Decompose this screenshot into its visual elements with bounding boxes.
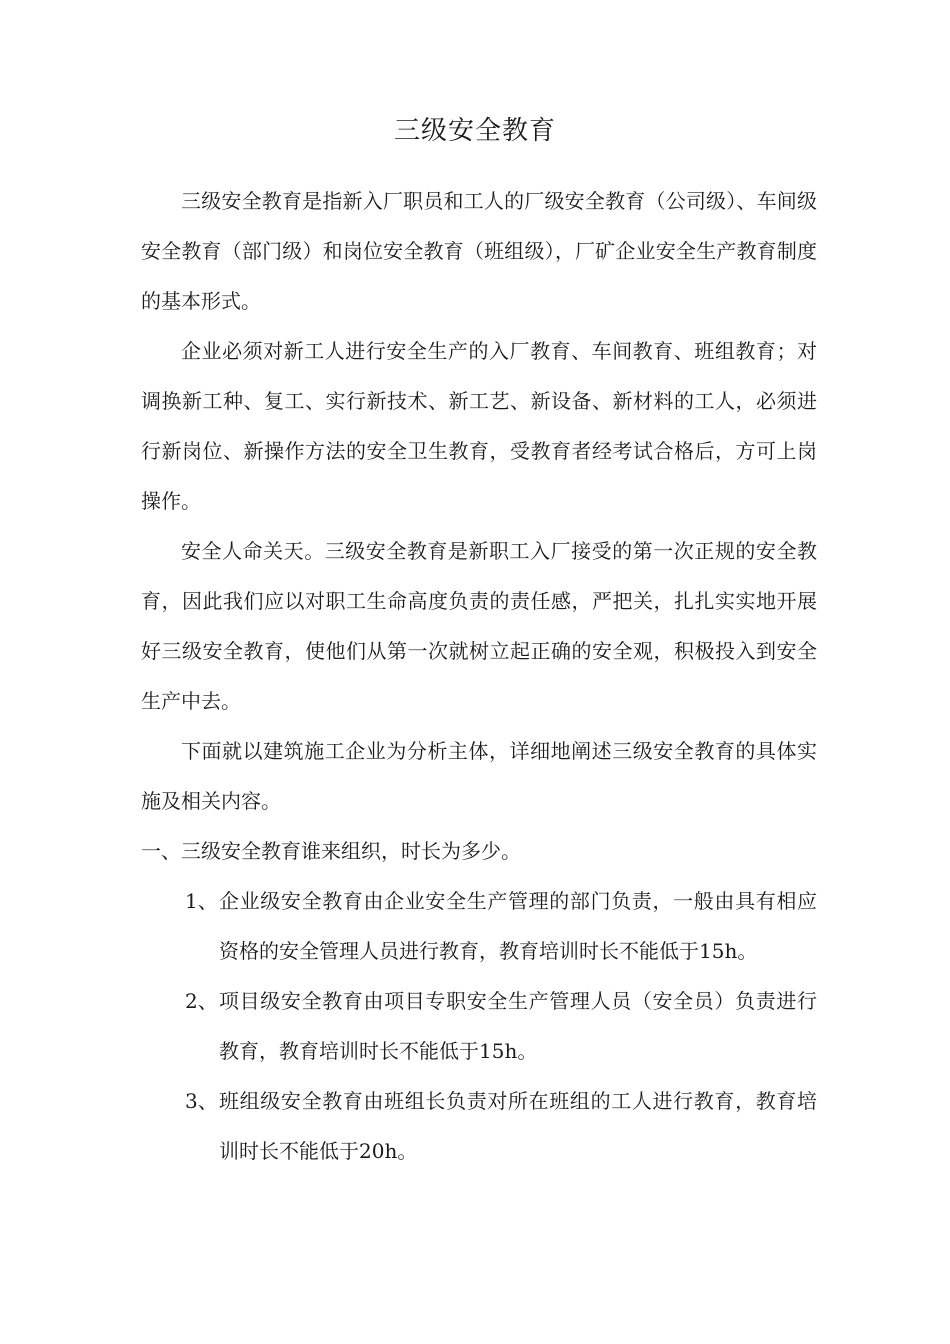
list-item	[141, 876, 817, 976]
paragraph-requirement: 企业必须对新工人进行安全生产的入厂教育、车间教育、班组教育；对调换新工种、复工、实行新技术、新工艺、新设备、新材料的工人，必须进行新岗位、新操作方法的安全卫生教育，受教育者经考试合格后，方可上岗操作。	[141, 339, 817, 513]
list-item-number: 1、	[185, 889, 218, 913]
paragraph-intro: 下面就以建筑施工企业为分析主体，详细地阐述三级安全教育的具体实施及相关内容。	[141, 739, 817, 813]
list-item-number: 2、	[185, 989, 218, 1013]
list-item	[141, 1076, 817, 1176]
paragraph-definition: 三级安全教育是指新入厂职员和工人的厂级安全教育（公司级）、车间级安全教育（部门级）和岗位安全教育（班组级），厂矿企业安全生产教育制度的基本形式。	[141, 189, 817, 313]
document-body	[141, 176, 817, 1176]
document-title: 三级安全教育	[393, 116, 556, 146]
list-item-text: 企业级安全教育由企业安全生产管理的部门负责，一般由具有相应资格的安全管理人员进行教育，教育培训时长不能低于15h。	[219, 889, 817, 963]
section-heading: 一、三级安全教育谁来组织，时长为多少。	[141, 839, 521, 863]
organizer-list	[141, 876, 817, 1176]
list-item-number: 3、	[185, 1089, 218, 1113]
paragraph-importance: 安全人命关天。三级安全教育是新职工入厂接受的第一次正规的安全教育，因此我们应以对职工生命高度负责的责任感，严把关，扎扎实实地开展好三级安全教育，使他们从第一次就树立起正确的安全观，积极投入到安全生产中去。	[141, 539, 817, 713]
list-item-text: 项目级安全教育由项目专职安全生产管理人员（安全员）负责进行教育，教育培训时长不能低于15h。	[219, 989, 817, 1063]
list-item	[141, 976, 817, 1076]
list-item-text: 班组级安全教育由班组长负责对所在班组的工人进行教育，教育培训时长不能低于20h。	[219, 1089, 817, 1163]
